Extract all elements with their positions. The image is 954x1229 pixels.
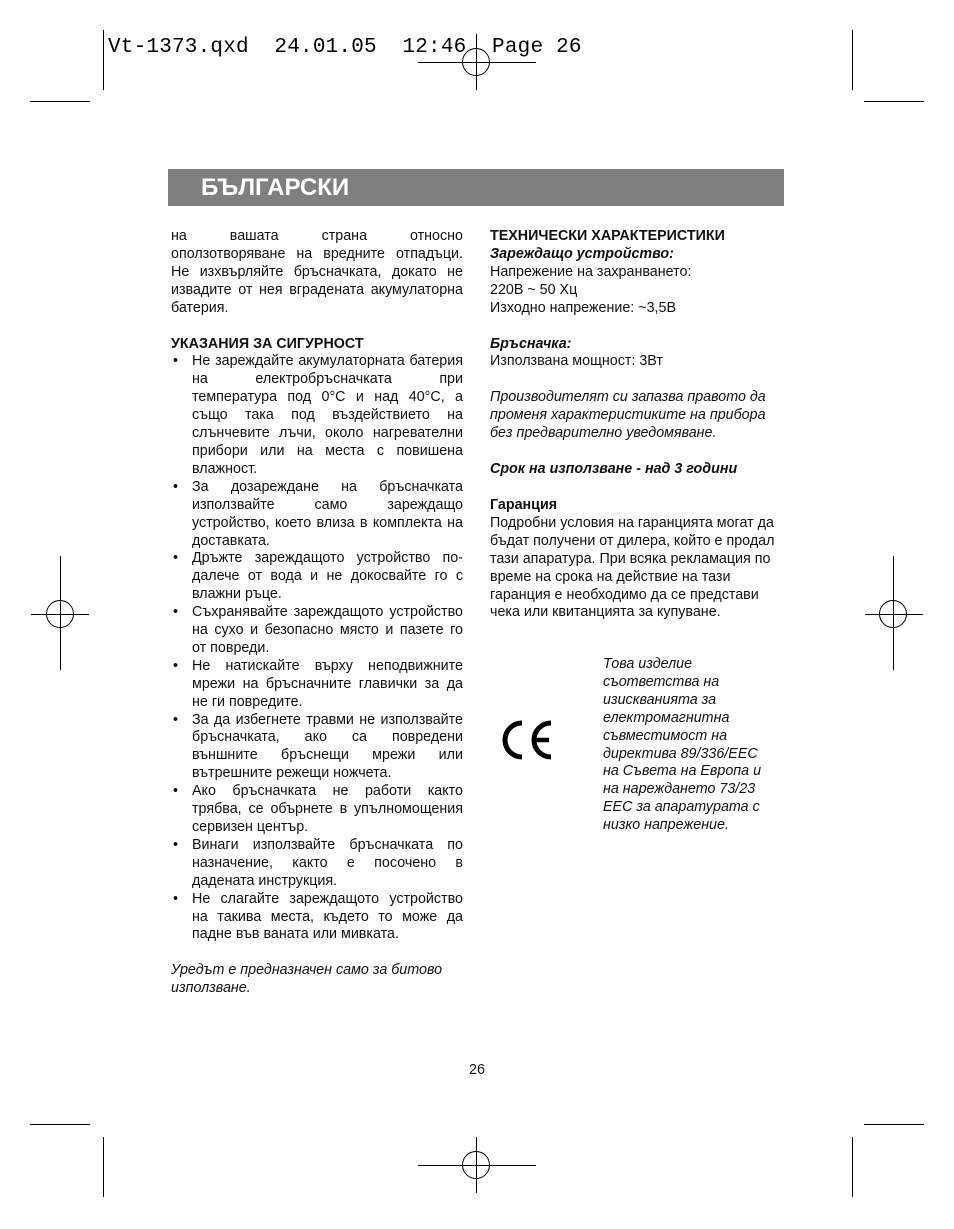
compliance-text (603, 656, 783, 835)
crop-mark (103, 30, 104, 90)
bullet-icon: • (173, 836, 179, 853)
safety-item-text: Не зареждайте акумулаторната батерия на електробръсначката при температура под 0°С и над 40°С, а също така под въздействието на слънчевите лъчи, около нагревателни прибори или на места с повишена влажност. (192, 353, 463, 477)
bullet-icon: • (173, 353, 179, 370)
safety-item (171, 604, 463, 658)
crop-mark (864, 1124, 924, 1125)
compliance-line: съвместимост на (603, 727, 728, 744)
bullet-icon: • (173, 890, 179, 907)
ce-mark-icon (500, 719, 556, 761)
safety-item (171, 353, 463, 478)
compliance-line: низко напрежение. (603, 817, 729, 834)
bullet-icon: • (173, 711, 179, 728)
compliance-line: директива 89/336/ЕЕС (603, 745, 758, 762)
safety-item (171, 783, 463, 837)
right-column (490, 228, 785, 622)
safety-item (171, 891, 463, 945)
page-number: 26 (469, 1062, 485, 1078)
safety-item-text: За дозареждане на бръсначката използвайте само зареждащо устройство, което влиза в комплекта на доставката. (192, 478, 463, 549)
crop-mark (30, 1124, 90, 1125)
registration-mark (879, 600, 907, 628)
safety-item-text: Не натискайте върху неподвижните мрежи на бръсначните главички за да не ги повредите. (192, 657, 463, 710)
safety-item (171, 712, 463, 784)
safety-heading: УКАЗАНИЯ ЗА СИГУРНОСТ (171, 335, 364, 352)
charger-heading: Зареждащо устройство: (490, 245, 674, 262)
compliance-line: на Съвета на Европа и (603, 763, 762, 780)
language-title: БЪЛГАРСКИ (201, 174, 350, 201)
safety-item (171, 658, 463, 712)
compliance-line: ЕЕС за апаратурата с (603, 799, 760, 816)
output-voltage: Изходно напрежение: ~3,5В (490, 299, 676, 316)
safety-item-text: Дръжте зареждащото устройство по-далече от вода и не докосвайте го с влажни ръце. (192, 550, 463, 603)
safety-item (171, 479, 463, 551)
file-slug: Vt-1373.qxd 24.01.05 12:46 Page 26 (108, 36, 582, 59)
registration-mark (46, 600, 74, 628)
tech-heading: ТЕХНИЧЕСКИ ХАРАКТЕРИСТИКИ (490, 228, 725, 244)
bullet-icon: • (173, 550, 179, 567)
supply-label: Напрежение на захранването: (490, 263, 692, 280)
crop-mark (103, 1137, 104, 1197)
safety-item (171, 550, 463, 604)
power-spec: Използвана мощност: 3Вт (490, 353, 663, 370)
bullet-icon: • (173, 657, 179, 674)
bullet-icon: • (173, 783, 179, 800)
safety-item-text: Ако бръсначката не работи както трябва, се обърнете в упълномощения сервизен център. (192, 783, 463, 835)
crop-mark (852, 30, 853, 90)
safety-item-text: Не слагайте зареждащото устройство на такива места, където то може да падне във ваната или мивката. (192, 890, 463, 943)
bullet-icon: • (173, 604, 179, 621)
safety-item (171, 837, 463, 891)
compliance-line: съответства на (603, 673, 720, 690)
compliance-line: електромагнитна (603, 709, 730, 726)
compliance-line: изискванията за (603, 691, 717, 708)
safety-item-text: Съхранявайте зареждащото устройство на сухо и безопасно място и пазете го от повреди. (192, 604, 463, 656)
compliance-line: на нареждането 73/23 (603, 781, 756, 798)
crop-mark (852, 1137, 853, 1197)
crop-mark (864, 101, 924, 102)
household-note: Уредът е предназначен само за битово използване. (171, 962, 443, 997)
left-column (171, 228, 463, 998)
language-header-bar (168, 169, 784, 206)
bullet-icon: • (173, 478, 179, 495)
reserve-note: Производителят си запазва правото да променя характеристиките на прибора без предварително уведомяване. (490, 389, 766, 442)
safety-list (171, 353, 463, 944)
compliance-line: Това изделие (603, 656, 693, 672)
shaver-heading: Бръсначка: (490, 335, 572, 352)
supply-value: 220В ~ 50 Хц (490, 281, 578, 298)
intro-paragraph: на вашата страна относно оползотворяване на вредните отпадъци. Не изхвърляйте бръсначката, докато не извадите от нея вградената акумулаторна батерия. (171, 228, 463, 316)
warranty-text: Подробни условия на гаранцията могат да бъдат получени от дилера, който е продал тази апаратура. При всяка рекламация по време на срока на действие на тази гаранция е необходимо да се представи чека или квитанцията за купуване. (490, 514, 775, 621)
safety-item-text: Винаги използвайте бръсначката по назначение, както е посочено в дадената инструкция. (192, 836, 463, 889)
crop-mark (30, 101, 90, 102)
warranty-heading: Гаранция (490, 496, 558, 513)
safety-item-text: За да избегнете травми не използвайте бръсначката, ако са повредени външните бръснещи мрежи или вътрешните режещи ножчета. (192, 711, 463, 782)
lifetime-note: Срок на използване - над 3 години (490, 461, 738, 478)
registration-mark (462, 1151, 490, 1179)
